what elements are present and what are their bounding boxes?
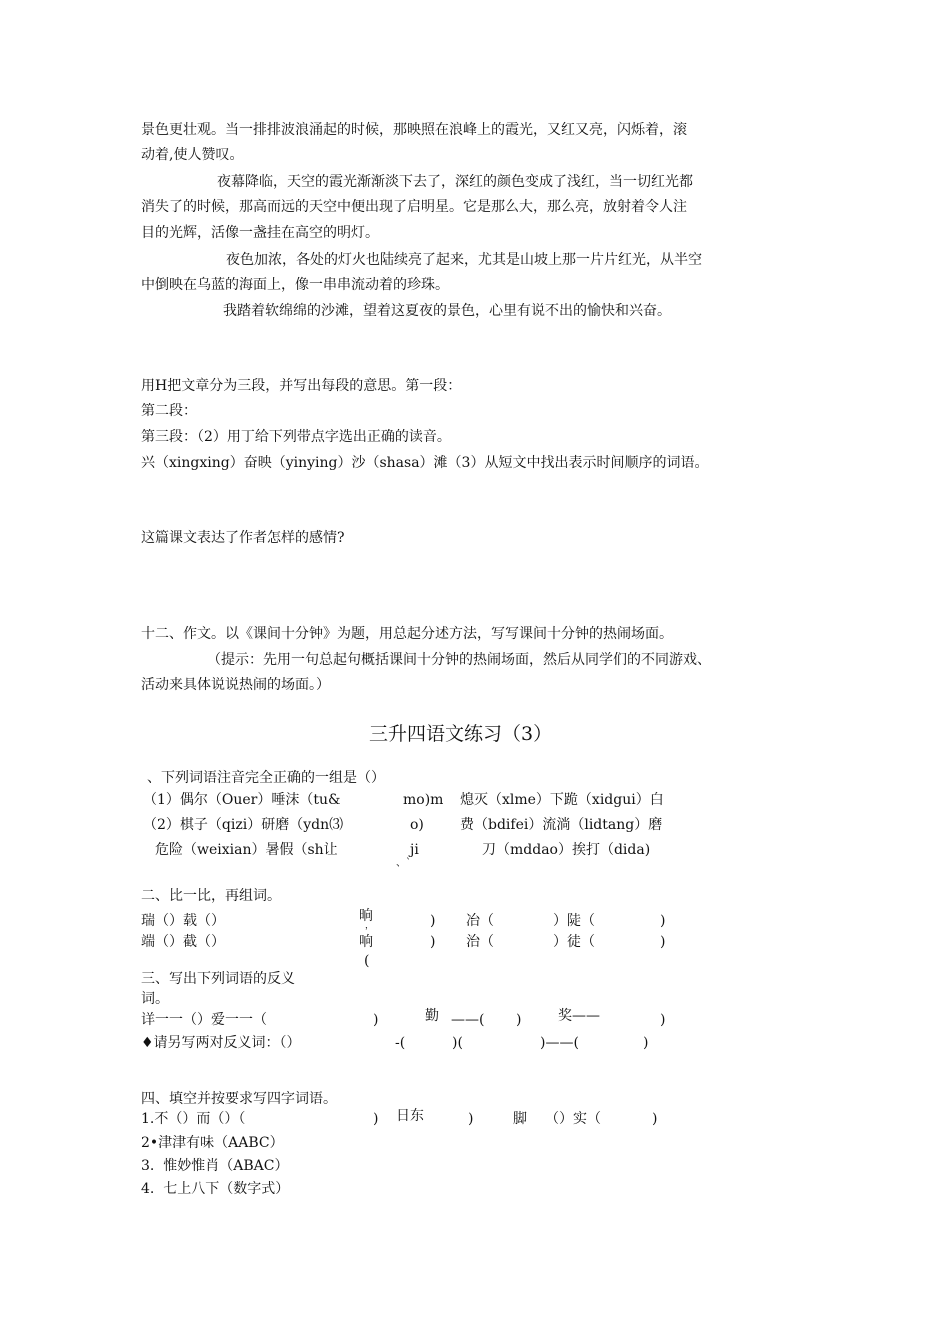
question-composition: 十二、作文。以《课间十分钟》为题，用总起分述方法，写写课间十分钟的热闹场面。: [141, 626, 673, 642]
question-feeling: 这篇课文表达了作者怎样的感情?: [141, 530, 345, 546]
question-third-paragraph: 第三段：（2）用丁给下列带点字选出正确的读音。: [141, 429, 451, 445]
part3-row2-e: ): [643, 1035, 649, 1051]
part2-row2-a: 端（）截（）: [141, 934, 225, 950]
question-pronunciation: 兴（xingxing）奋映（yinying）沙（shasa）滩（3）从短文中找出表示时间顺序的词语。: [141, 455, 709, 471]
passage-p2-line2: 消失了的时候，那高而远的天空中便出现了启明星。它是那么大，那么亮，放射着令人注: [141, 199, 687, 215]
part4-heading: 四、填空并按要求写四字词语。: [141, 1091, 337, 1107]
part3-row1-a: 详一一（）爱一一（: [141, 1012, 267, 1028]
part3-heading-line1: 三、写出下列词语的反义: [141, 971, 295, 987]
part4-item1-f: （）实（: [545, 1111, 601, 1127]
part3-row1-g: ): [660, 1012, 666, 1028]
part3-row1-b: ): [373, 1012, 379, 1028]
part2-row2-d: 治（: [466, 934, 494, 950]
part4-item1-e: 脚: [513, 1111, 527, 1127]
part1-option2-c: 费（bdifei）流淌（lidtang）磨: [460, 817, 663, 833]
composition-hint-line1: （提示：先用一句总起句概括课间十分钟的热闹场面，然后从同学们的不同游戏、: [207, 652, 711, 668]
part3-heading-line2: 词。: [141, 991, 169, 1007]
composition-hint-line2: 活动来具体说说热闹的场面。）: [141, 677, 330, 693]
part3-row1-e: ): [516, 1012, 522, 1028]
part4-item3: 3. 惟妙惟肖（ABAC）: [141, 1158, 289, 1174]
part2-row1-e: ）陡（: [553, 913, 595, 929]
passage-p3-line2: 中倒映在乌蓝的海面上，像一串串流动着的珍珠。: [141, 277, 449, 293]
part1-option1-b: mo)m: [403, 792, 444, 808]
part1-option1-a: （1）偶尔（Ouer）唾沫（tu&: [143, 792, 341, 808]
part1-option3-c: 刀（mddao）挨打（dida): [482, 842, 651, 858]
part3-row2-d: )——(: [540, 1035, 579, 1051]
part4-item1-b: ): [373, 1111, 379, 1127]
part2-row1-b: 晌: [359, 908, 373, 924]
passage-p2-line1: 夜幕降临，天空的霞光渐渐淡下去了，深红的颜色变成了浅红，当一切红光都: [217, 174, 693, 190]
question-divide: 用H把文章分为三段，并写出每段的意思。第一段：: [141, 378, 462, 394]
part1-option3-b: ji: [410, 842, 419, 858]
passage-p4-line1: 我踏着软绵绵的沙滩，望着这夏夜的景色，心里有说不出的愉快和兴奋。: [223, 303, 671, 319]
part4-item1-a: 1.不（）而（）（: [141, 1111, 246, 1127]
part2-row2-e: ）徒（: [553, 934, 595, 950]
part3-row2-c: )(: [452, 1035, 463, 1051]
part2-row1-d: 冶（: [466, 913, 494, 929]
part4-item1-d: ): [468, 1111, 474, 1127]
part3-row1-f: 奖——: [558, 1008, 600, 1024]
question-second-paragraph: 第二段：: [141, 403, 197, 419]
part2-row2-f: ): [660, 934, 666, 950]
part2-paren: (: [364, 953, 370, 969]
part2-row1-f: ): [660, 913, 666, 929]
part4-item2: 2•津津有味（AABC）: [141, 1135, 284, 1151]
part4-item4: 4. 七上八下（数字式）: [141, 1181, 290, 1197]
part2-row1-c: ): [430, 913, 436, 929]
part4-item1-g: ): [652, 1111, 658, 1127]
part1-heading: 、下列词语注音完全正确的一组是（）: [147, 770, 385, 786]
passage-p1-line2: 动着,使人赞叹。: [141, 147, 244, 163]
section-title: 三升四语文练习（3）: [369, 723, 553, 745]
part3-row2-b: -(: [395, 1035, 406, 1051]
part2-row2-c: ): [430, 934, 436, 950]
passage-p3-line1: 夜色加浓，各处的灯火也陆续亮了起来，尤其是山坡上那一片片红光，从半空: [226, 252, 702, 268]
passage-p1-line1: 景色更壮观。当一排排波浪涌起的时候，那映照在浪峰上的霞光，又红又亮，闪烁着，滚: [141, 122, 687, 138]
part3-row2-a: ♦请另写两对反义词：（）: [141, 1035, 301, 1051]
part2-row2-b: 响: [359, 934, 373, 950]
part3-row1-d: ——(: [451, 1012, 485, 1028]
part4-item1-c: 日东: [396, 1108, 424, 1124]
part1-option3-a: 危险（weixian）暑假（sh让: [155, 842, 338, 858]
part2-dot: ，: [365, 921, 375, 931]
part1-option2-a: （2）棋子（qizi）研磨（ydn⑶: [143, 817, 344, 833]
part2-heading: 二、比一比，再组词。: [141, 888, 281, 904]
part1-option1-c: 熄灭（xlme）下跪（xidgui）白: [460, 792, 664, 808]
part1-option2-b: o): [410, 817, 424, 833]
passage-p2-line3: 目的光辉，活像一盏挂在高空的明灯。: [141, 225, 379, 241]
part1-mark: 、`: [396, 858, 411, 869]
part2-row1-a: 瑞（）载（）: [141, 913, 225, 929]
part3-row1-c: 勤: [425, 1008, 439, 1024]
